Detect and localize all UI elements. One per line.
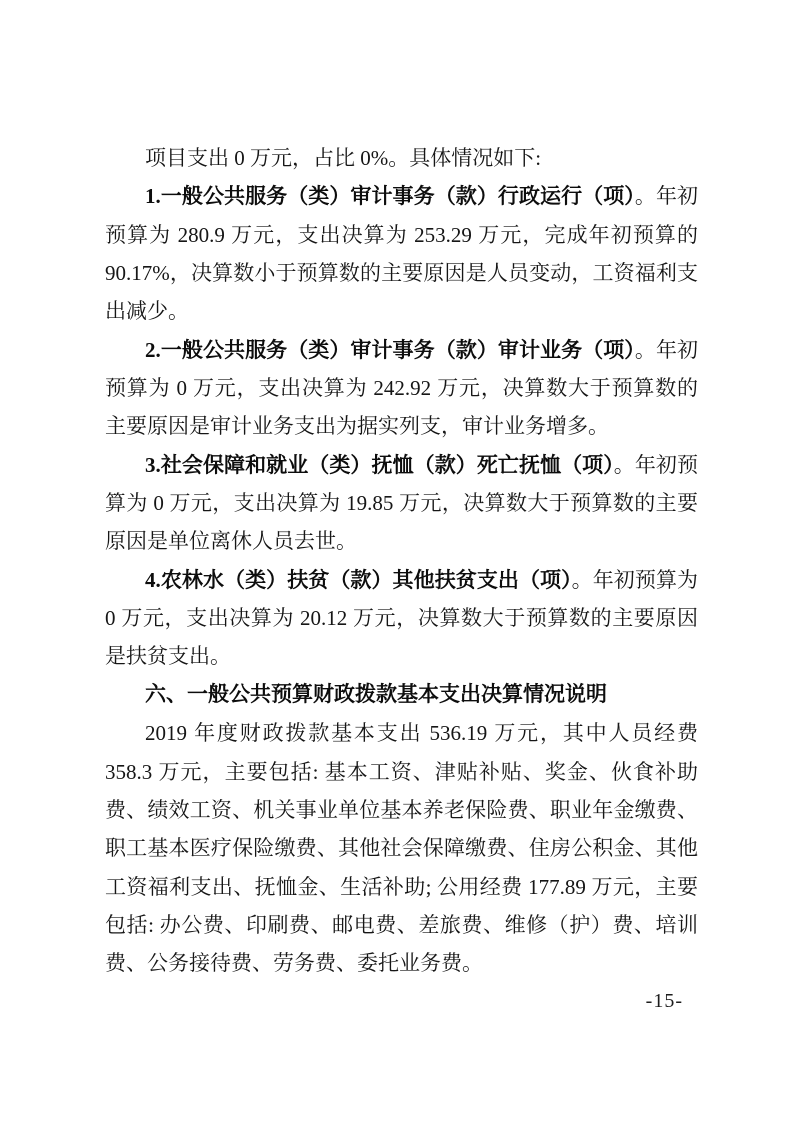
budget-item-2-body: 。年初预算为 0 万元，支出决算为 242.92 万元，决算数大于预算数的主要原因是审计业务支出为据实列支，审计业务增多。 — [105, 337, 699, 439]
page-number: -15- — [645, 990, 683, 1012]
budget-item-3-heading: 3.社会保障和就业（类）抚恤（款）死亡抚恤（项） — [145, 452, 614, 477]
section-six-heading: 六、一般公共预算财政拨款基本支出决算情况说明 — [145, 682, 607, 706]
budget-item-4-paragraph — [105, 561, 698, 676]
budget-item-4-body: 。年初预算为 0 万元，支出决算为 20.12 万元，决算数大于预算数的主要原因是扶贫支出。 — [105, 567, 699, 669]
budget-item-3-body: 。年初预算为 0 万元，支出决算为 19.85 万元，决算数大于预算数的主要原因是单位离休人员去世。 — [105, 452, 698, 554]
intro-paragraph: 项目支出 0 万元，占比 0%。具体情况如下: — [145, 146, 542, 170]
budget-item-1-heading: 1.一般公共服务（类）审计事务（款）行政运行（项） — [145, 184, 635, 209]
budget-item-2-heading: 2.一般公共服务（类）审计事务（款）审计业务（项） — [145, 337, 635, 362]
budget-item-1-body: 。年初预算为 280.9 万元，支出决算为 253.29 万元，完成年初预算的 90.17%，决算数小于预算数的主要原因是人员变动，工资福利支出减少。 — [105, 184, 699, 324]
budget-item-1-paragraph — [105, 177, 698, 330]
budget-item-4-heading: 4.农林水（类）扶贫（款）其他扶贫支出（项） — [145, 567, 572, 592]
document-content — [105, 139, 698, 983]
section-six-paragraph: 2019 年度财政拨款基本支出 536.19 万元，其中人员经费 358.3 万元，主要包括: 基本工资、津贴补贴、奖金、伙食补助费、绩效工资、机关事业单位基本养老保险费、职业年金缴费、职工基本医疗保险缴费、其他社会保障缴费、住房公积金、其他工资福利支出、抚恤金、生活补助; 公用经费 177.89 万元，主要包括: 办公费、印刷费、邮电费、差旅费、维修（护）费、培训费、公务接待费、劳务费、委托业务费。 — [105, 721, 698, 976]
budget-item-3-paragraph — [105, 446, 698, 561]
budget-item-2-paragraph — [105, 331, 698, 446]
